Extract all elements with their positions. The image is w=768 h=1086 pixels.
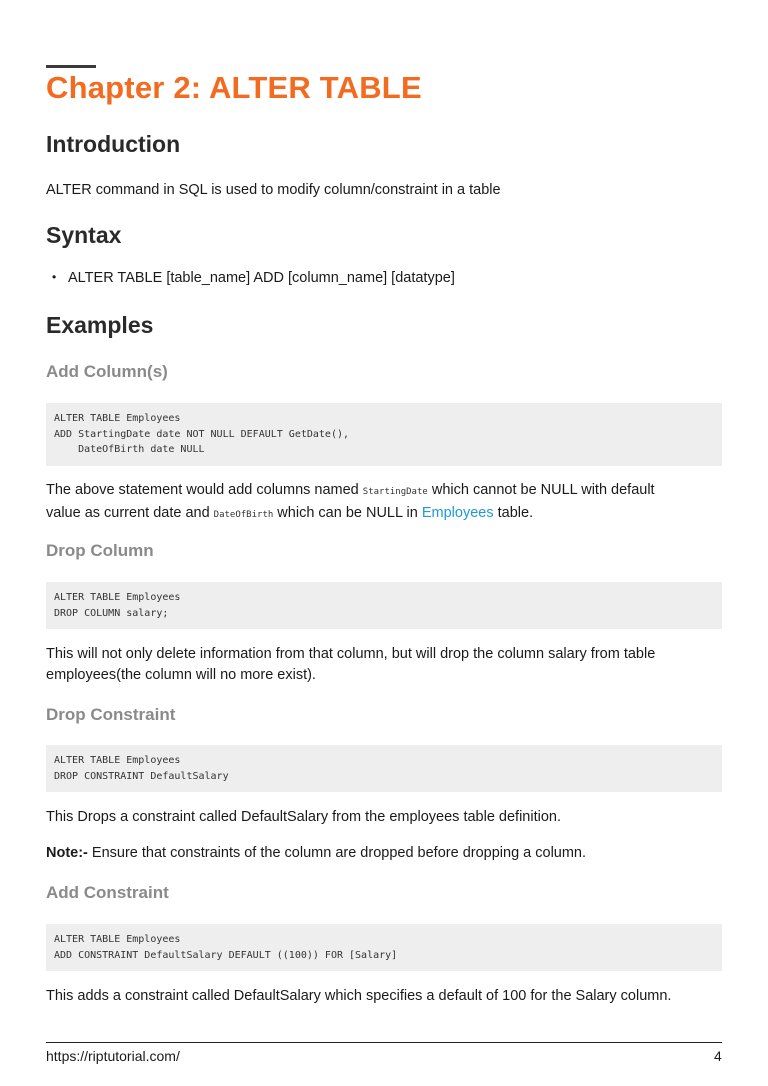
chapter-title: Chapter 2: ALTER TABLE bbox=[46, 70, 422, 105]
desc-line: employees(the column will no more exist). bbox=[46, 667, 316, 683]
note-paragraph bbox=[46, 843, 722, 864]
page-number: 4 bbox=[714, 1048, 722, 1064]
drop-constraint-code-block: ALTER TABLE Employees DROP CONSTRAINT DefaultSalary bbox=[46, 745, 722, 792]
add-columns-code-block: ALTER TABLE Employees ADD StartingDate date NOT NULL DEFAULT GetDate(), DateOfBirth date NULL bbox=[46, 403, 722, 466]
add-constraint-heading: Add Constraint bbox=[46, 883, 169, 902]
drop-column-description bbox=[46, 644, 722, 686]
inline-code-startingdate: StartingDate bbox=[362, 487, 428, 497]
intro-text: ALTER command in SQL is used to modify column/constraint in a table bbox=[46, 182, 501, 198]
desc-text: which can be NULL in bbox=[273, 505, 422, 521]
desc-line: This will not only delete information from that column, but will drop the column salary from table bbox=[46, 646, 656, 662]
drop-constraint-heading: Drop Constraint bbox=[46, 705, 176, 724]
add-constraint-code-block: ALTER TABLE Employees ADD CONSTRAINT DefaultSalary DEFAULT ((100)) FOR [Salary] bbox=[46, 924, 722, 971]
footer-divider bbox=[46, 1042, 722, 1043]
add-columns-description bbox=[46, 480, 722, 526]
drop-column-code-block: ALTER TABLE Employees DROP COLUMN salary; bbox=[46, 582, 722, 629]
employees-link[interactable]: Employees bbox=[421, 505, 494, 521]
desc-text: table. bbox=[493, 505, 534, 521]
desc-text: value as current date and bbox=[46, 505, 214, 521]
note-text: Ensure that constraints of the column are dropped before dropping a column. bbox=[87, 845, 587, 861]
add-constraint-description: This adds a constraint called DefaultSalary which specifies a default of 100 for the Salary column. bbox=[46, 988, 672, 1004]
title-accent-rule bbox=[46, 65, 96, 68]
add-columns-heading: Add Column(s) bbox=[46, 362, 168, 381]
syntax-heading: Syntax bbox=[46, 222, 122, 248]
inline-code-dateofbirth: DateOfBirth bbox=[213, 510, 274, 520]
drop-column-heading: Drop Column bbox=[46, 541, 154, 560]
drop-constraint-description: This Drops a constraint called DefaultSalary from the employees table definition. bbox=[46, 809, 562, 825]
examples-heading: Examples bbox=[46, 312, 154, 338]
footer-url-link[interactable]: https://riptutorial.com/ bbox=[46, 1048, 180, 1064]
intro-heading: Introduction bbox=[46, 131, 181, 157]
syntax-item: • ALTER TABLE [table_name] ADD [column_name] [datatype] bbox=[68, 270, 455, 286]
desc-text: which cannot be NULL with default bbox=[427, 482, 655, 498]
syntax-list bbox=[46, 270, 455, 286]
desc-text: The above statement would add columns named bbox=[46, 482, 363, 498]
note-label: Note:- bbox=[46, 845, 88, 861]
